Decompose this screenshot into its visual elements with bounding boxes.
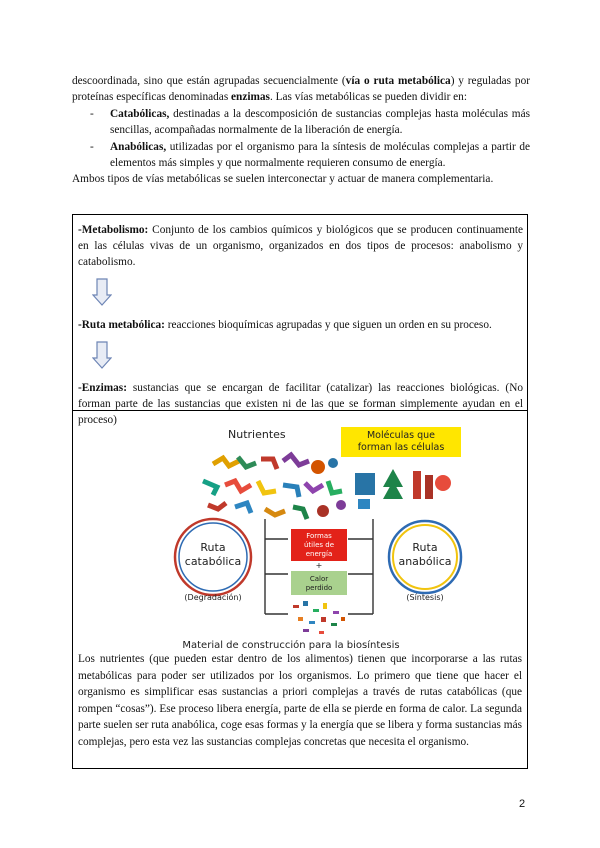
svg-text:Calor: Calor [309,575,329,583]
metabolism-diagram [143,419,463,651]
nutrient-molecules [203,455,346,519]
pathway-types-list [72,106,530,172]
diagram-caption: Material de construcción para la biosíntesis [182,640,400,651]
anabolic-label-2: anabólica [398,555,452,568]
anabolic-label-1: Ruta [412,541,438,554]
closing-paragraph: Ambos tipos de vías metabólicas se suelen interconectar y actuar de manera complementaria. [72,173,494,186]
svg-text:energía: energía [305,550,333,558]
intro-section [72,73,530,188]
diagram-explanation: Los nutrientes (que pueden estar dentro de los alimentos) tienen que incorporarse a las rutas metabólicas para poder ser utilizados por los organismos. Lo primero que tiene que hacer el organismo es simplificar esas sustancias a priori complejas a través de rutas catabólicas (que rompen “cosas”). Ese proceso libera energía, parte de ella se pierde en forma de calor. La segunda parte suelen ser ruta anabólica, coge esas formas y la energía que se libera y forma sustancias más complejas, pero esta vez las sustancias complejas concretas que necesita el organismo. [78,653,522,748]
building-blocks [293,601,345,634]
svg-text:perdido: perdido [305,584,333,592]
page-number: 2 [519,798,526,810]
svg-text:Formas: Formas [306,532,332,540]
intro-paragraph: descoordinada, sino que están agrupadas secuencialmente (vía o ruta metabólica) y reguladas por proteínas específicas denominadas enzimas. Las vías metabólicas se pueden dividir en: [72,75,530,104]
cell-molecules-label-line1: Moléculas que [366,430,436,441]
catabolic-label-1: Ruta [200,541,226,554]
catabolic-label-2: catabólica [184,555,242,568]
cell-molecules [355,469,451,509]
definitions-box [72,214,528,426]
cell-molecules-label-line2: forman las células [357,442,445,453]
nutrientes-label: Nutrientes [228,428,286,441]
svg-text:+: + [315,561,323,570]
list-item: - Catabólicas, destinadas a la descomposición de sustancias complejas hasta moléculas más sencillas, acompañadas normalmente de la liberación de energía. [90,107,530,137]
sintesis-label: (Síntesis) [406,593,444,602]
degradacion-label: (Degradación) [184,593,242,602]
definition-metabolismo: -Metabolismo: Conjunto de los cambios químicos y biológicos que se producen continuamente en las células vivas de un organismo, organizados en dos tipos de procesos: anabolismo y catabolismo. [78,224,523,268]
down-arrow-icon [92,278,112,306]
down-arrow-icon [92,341,112,369]
diagram-box [72,410,528,769]
list-item: - Anabólicas, utilizadas por el organismo para la síntesis de moléculas complejas a partir de elementos más simples y que normalmente requieren consumo de energía. [90,140,530,170]
svg-text:útiles de: útiles de [304,541,334,549]
definition-enzimas: -Enzimas: sustancias que se encargan de facilitar (catalizar) las reacciones biológicas. (No forman parte de las sustancias que existen ni de las que se forman simplemente ayudan en el proceso) [78,382,523,426]
definition-ruta: -Ruta metabólica: reacciones bioquímicas agrupadas y que siguen un orden en su proceso. [78,319,492,331]
